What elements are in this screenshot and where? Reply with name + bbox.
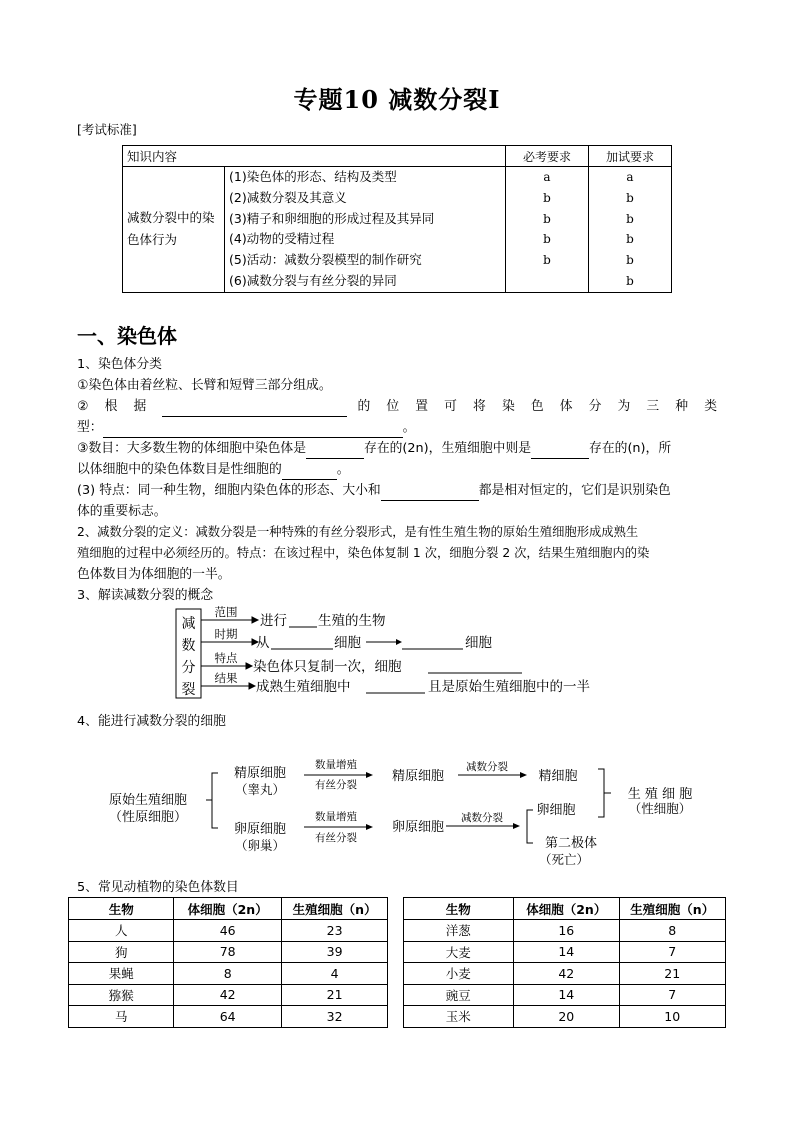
level: b	[543, 253, 551, 268]
level: b	[543, 211, 551, 226]
cell: 42	[174, 984, 281, 1006]
text: 以体细胞中的染色体数目是性细胞的	[77, 462, 282, 477]
col-header: 生殖细胞（n）	[281, 898, 387, 920]
header-content: 知识内容	[123, 146, 506, 167]
origin-label: 原始生殖细胞	[108, 793, 188, 808]
subheading: 3、解读减数分裂的概念	[77, 588, 214, 603]
level: a	[626, 170, 634, 184]
box-char: 减	[181, 616, 196, 632]
sperm-origin-sub: （睾丸）	[234, 782, 286, 797]
item: (5)活动：减数分裂模型的制作研究	[229, 252, 422, 268]
concept-label: 时期	[214, 627, 238, 641]
chromosome-count-table	[68, 897, 726, 1028]
cell: 16	[514, 920, 619, 942]
left-brace	[206, 773, 218, 828]
concept-label: 结果	[214, 671, 238, 685]
concept-text: 细胞	[465, 635, 492, 651]
egg-mid: 卵原细胞	[391, 820, 445, 835]
box-char: 裂	[181, 682, 196, 698]
sperm-mid: 精原细胞	[391, 769, 445, 784]
cell: 23	[281, 920, 387, 942]
arrow-label: 有丝分裂	[315, 832, 357, 844]
blank	[531, 443, 589, 459]
level: b	[626, 190, 634, 205]
cell: 7	[619, 941, 726, 963]
right-brace	[598, 769, 611, 817]
standards-table	[122, 145, 672, 293]
cell: 8	[174, 963, 281, 985]
item: (3)精子和卵细胞的形成过程及其异同	[229, 210, 435, 226]
arrow-label: 数量增殖	[315, 759, 357, 771]
level: b	[543, 190, 551, 205]
cell: 21	[281, 984, 387, 1006]
col-header: 生殖细胞（n）	[619, 898, 726, 920]
origin-sublabel: （性原细胞）	[108, 810, 188, 825]
arrow-label: 数量增殖	[315, 811, 357, 823]
level: b	[626, 211, 634, 226]
col-header: 生物	[403, 898, 514, 920]
arrow-label: 有丝分裂	[315, 779, 357, 791]
egg-origin: 卵原细胞	[233, 822, 287, 837]
cell-flow-diagram	[90, 755, 730, 870]
cell: 洋葱	[403, 920, 514, 942]
polar-body: 第二极体	[544, 836, 598, 851]
germ-cell: 生 殖 细 胞	[627, 787, 693, 802]
subheading: 5、常见动植物的染色体数目	[77, 880, 239, 895]
cell: 20	[514, 1006, 619, 1028]
cell: 32	[281, 1006, 387, 1028]
table-row	[69, 1006, 726, 1028]
sperm-cell: 精细胞	[538, 769, 578, 784]
cell: 狗	[69, 941, 174, 963]
header-required: 必考要求	[506, 146, 589, 167]
arrow-label: 减数分裂	[466, 761, 508, 773]
text: (3) 特点：同一种生物，细胞内染色体的形态、大小和	[77, 483, 381, 498]
text: ② 根 据	[77, 399, 153, 414]
cell: 78	[174, 941, 281, 963]
blank	[381, 485, 479, 501]
text: 。	[402, 420, 416, 435]
cell: 人	[69, 920, 174, 942]
blank	[103, 422, 403, 438]
paragraph	[77, 459, 717, 480]
egg-brace	[527, 810, 533, 843]
paragraph: 体的重要标志。	[77, 504, 167, 519]
cell: 14	[514, 984, 619, 1006]
concept-text: 染色体只复制一次，细胞	[253, 659, 402, 675]
blank	[162, 401, 347, 417]
text: 型：	[77, 420, 103, 435]
blank	[306, 443, 364, 459]
sperm-origin: 精原细胞	[233, 766, 287, 781]
table-row	[69, 920, 726, 942]
level: b	[626, 253, 634, 268]
gap	[388, 941, 403, 963]
concept-text: 进行	[260, 613, 287, 629]
cell: 8	[619, 920, 726, 942]
subheading: 4、能进行减数分裂的细胞	[77, 714, 226, 729]
text: 存在的(2n)，生殖细胞中则是	[364, 441, 532, 456]
text: 都是相对恒定的，它们是识别染色	[478, 483, 671, 498]
paragraph	[77, 396, 717, 417]
cell: 果蝇	[69, 963, 174, 985]
paragraph: 殖细胞的过程中必须经历的。特点：在该过程中，染色体复制 1 次，细胞分裂 2 次，结果生殖细胞内的染	[77, 546, 650, 560]
level: b	[626, 232, 634, 247]
text: ③数目：大多数生物的体细胞中染色体是	[77, 441, 307, 456]
paragraph	[77, 480, 717, 501]
cell: 64	[174, 1006, 281, 1028]
table-row	[69, 984, 726, 1006]
col-header: 体细胞（2n）	[514, 898, 619, 920]
box-char: 分	[181, 660, 196, 676]
polar-body-sub: （死亡）	[538, 852, 590, 867]
topic-cell: 减数分裂中的染色体行为	[123, 167, 225, 293]
cell: 46	[174, 920, 281, 942]
chromosome-section	[77, 354, 717, 606]
arrow-label: 减数分裂	[461, 812, 503, 824]
concept-label: 特点	[214, 651, 238, 665]
col-header: 体细胞（2n）	[174, 898, 281, 920]
cell: 马	[69, 1006, 174, 1028]
cell: 42	[514, 963, 619, 985]
level	[510, 271, 584, 292]
egg-origin-sub: （卵巢）	[234, 838, 286, 853]
cell: 4	[281, 963, 387, 985]
items-cell	[225, 167, 506, 293]
cell: 21	[619, 963, 726, 985]
level: b	[626, 273, 634, 288]
meiosis-concept-diagram	[170, 605, 650, 700]
concept-text: 生殖的生物	[318, 613, 386, 629]
required-levels	[506, 167, 589, 293]
concept-text: 从	[256, 635, 270, 651]
germ-cell-sub: （性细胞）	[628, 801, 692, 816]
level: a	[543, 170, 551, 184]
level: b	[543, 232, 551, 247]
text: 的 位 置 可 将 染 色 体 分 为 三 种 类	[357, 399, 717, 414]
concept-text: 成熟生殖细胞中	[256, 679, 351, 695]
gap	[388, 963, 403, 985]
cell: 猕猴	[69, 984, 174, 1006]
gap	[388, 1006, 403, 1028]
cell: 14	[514, 941, 619, 963]
header-additional: 加试要求	[589, 146, 672, 167]
gap	[388, 920, 403, 942]
cell: 10	[619, 1006, 726, 1028]
cell: 豌豆	[403, 984, 514, 1006]
exam-standard-label: [考试标准]	[77, 122, 137, 137]
concept-label: 范围	[214, 605, 238, 619]
concept-text: 细胞	[334, 635, 361, 651]
concept-text: 且是原始生殖细胞中的一半	[428, 679, 590, 695]
gap	[388, 898, 403, 920]
subheading: 1、染色体分类	[77, 357, 162, 372]
egg-cell: 卵细胞	[536, 803, 576, 818]
table-row	[69, 963, 726, 985]
cell: 7	[619, 984, 726, 1006]
cell: 39	[281, 941, 387, 963]
item: (4)动物的受精过程	[229, 231, 335, 247]
paragraph	[77, 438, 717, 459]
paragraph	[77, 417, 717, 438]
paragraph: 色体数目为体细胞的一半。	[77, 567, 231, 582]
item: (1)染色体的形态、结构及类型	[229, 169, 397, 184]
section-heading: 一、染色体	[77, 324, 177, 348]
page-title: 专题10 减数分裂Ⅰ	[293, 85, 501, 114]
table-row	[69, 941, 726, 963]
additional-levels	[589, 167, 672, 293]
item: (2)减数分裂及其意义	[229, 189, 347, 205]
blank	[282, 464, 337, 480]
paragraph: 2、减数分裂的定义：减数分裂是一种特殊的有丝分裂形式，是有性生殖生物的原始生殖细胞形成成熟生	[77, 525, 639, 539]
cell: 大麦	[403, 941, 514, 963]
text: 。	[336, 462, 350, 477]
col-header: 生物	[69, 898, 174, 920]
item: (6)减数分裂与有丝分裂的异同	[229, 272, 397, 288]
cell: 玉米	[403, 1006, 514, 1028]
gap	[388, 984, 403, 1006]
paragraph: ①染色体由着丝粒、长臂和短臂三部分组成。	[77, 378, 332, 393]
text: 存在的(n)，所	[589, 441, 672, 456]
cell: 小麦	[403, 963, 514, 985]
box-char: 数	[181, 638, 196, 654]
